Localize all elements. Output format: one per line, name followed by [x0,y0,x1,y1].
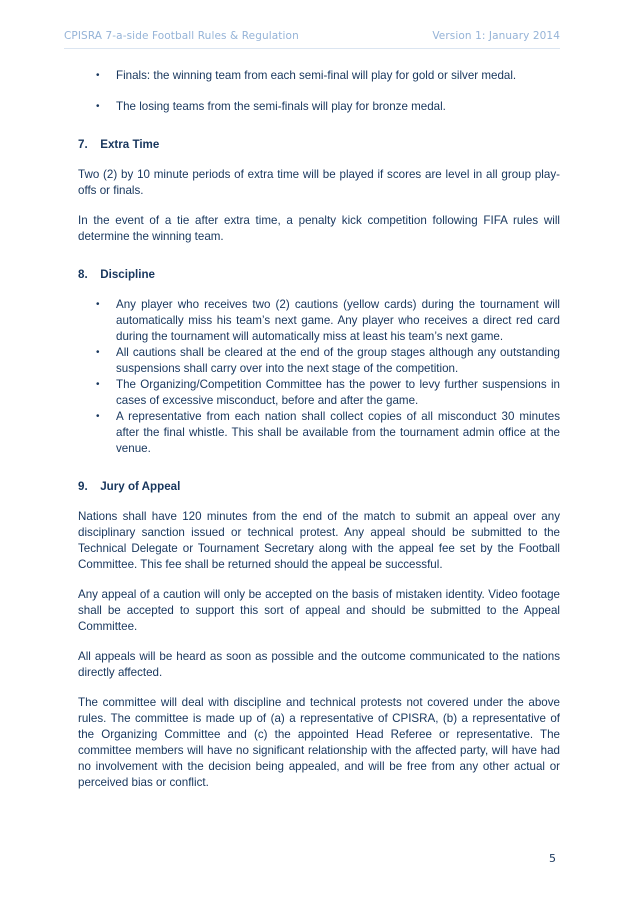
section-heading-jury-of-appeal [78,479,560,495]
section-title: Extra Time [100,138,160,151]
bullet-icon: • [96,411,100,422]
paragraph: Two (2) by 10 minute periods of extra time will be played if scores are level in all group play-offs or finals. [78,168,560,197]
bullet-text: The Organizing/Competition Committee has the power to levy further suspensions in cases of excessive misconduct, before and after the game. [116,378,560,407]
section-heading-discipline [78,267,560,283]
header-document-title: CPISRA 7-a-side Football Rules & Regulation [64,30,299,42]
list-item [78,409,560,457]
list-item [78,345,560,377]
document-body [78,68,560,805]
paragraph: In the event of a tie after extra time, a penalty kick competition following FIFA rules will determine the winning team. [78,214,560,243]
header-version: Version 1: January 2014 [432,30,560,42]
bullet-icon: • [96,299,100,310]
bullet-icon: • [96,101,100,112]
discipline-bullet-list [78,297,560,457]
paragraph: The committee will deal with discipline and technical protests not covered under the above rules. The committee is made up of (a) a representative of CPISRA, (b) a representative of the Organizing Committee and (c) the appointed Head Referee or representative. The committee members will have no significant relationship with the affected party, will have had no involvement with the decision being appealed, and will be free from any other actual or perceived bias or conflict. [78,696,560,789]
bullet-text: Any player who receives two (2) cautions (yellow cards) during the tournament will automatically miss his team’s next game. Any player who receives a direct red card during the tournament will automatically miss at least his team’s next game. [116,298,560,343]
list-item [78,377,560,409]
paragraph: Nations shall have 120 minutes from the end of the match to submit an appeal over any disciplinary sanction issued or technical protest. Any appeal should be submitted to the Technical Delegate or Tournament Secretary along with the appeal fee set by the Football Committee. This fee shall be returned should the appeal be successful. [78,510,560,571]
section-number: 8. [78,268,88,281]
bullet-text: A representative from each nation shall collect copies of all misconduct 30 minutes after the final whistle. This shall be available from the tournament admin office at the venue. [116,410,560,455]
section-number: 9. [78,480,88,493]
page-number: 5 [549,852,556,865]
bullet-icon: • [96,347,100,358]
bullet-icon: • [96,379,100,390]
finals-bullet-list [78,68,560,115]
section-title: Discipline [100,268,155,281]
section-number: 7. [78,138,88,151]
bullet-icon: • [96,70,100,81]
bullet-text: The losing teams from the semi-finals will play for bronze medal. [116,100,446,113]
list-item [78,68,560,84]
list-item [78,99,560,115]
section-heading-extra-time [78,137,560,153]
list-item [78,297,560,345]
paragraph: All appeals will be heard as soon as possible and the outcome communicated to the nations directly affected. [78,650,560,679]
bullet-text: All cautions shall be cleared at the end of the group stages although any outstanding suspensions shall carry over into the next stage of the competition. [116,346,560,375]
header-divider [64,48,560,49]
section-title: Jury of Appeal [100,480,181,493]
bullet-text: Finals: the winning team from each semi-final will play for gold or silver medal. [116,69,517,82]
paragraph: Any appeal of a caution will only be accepted on the basis of mistaken identity. Video footage shall be accepted to support this sort of appeal and should be submitted to the Appeal Committee. [78,588,560,633]
